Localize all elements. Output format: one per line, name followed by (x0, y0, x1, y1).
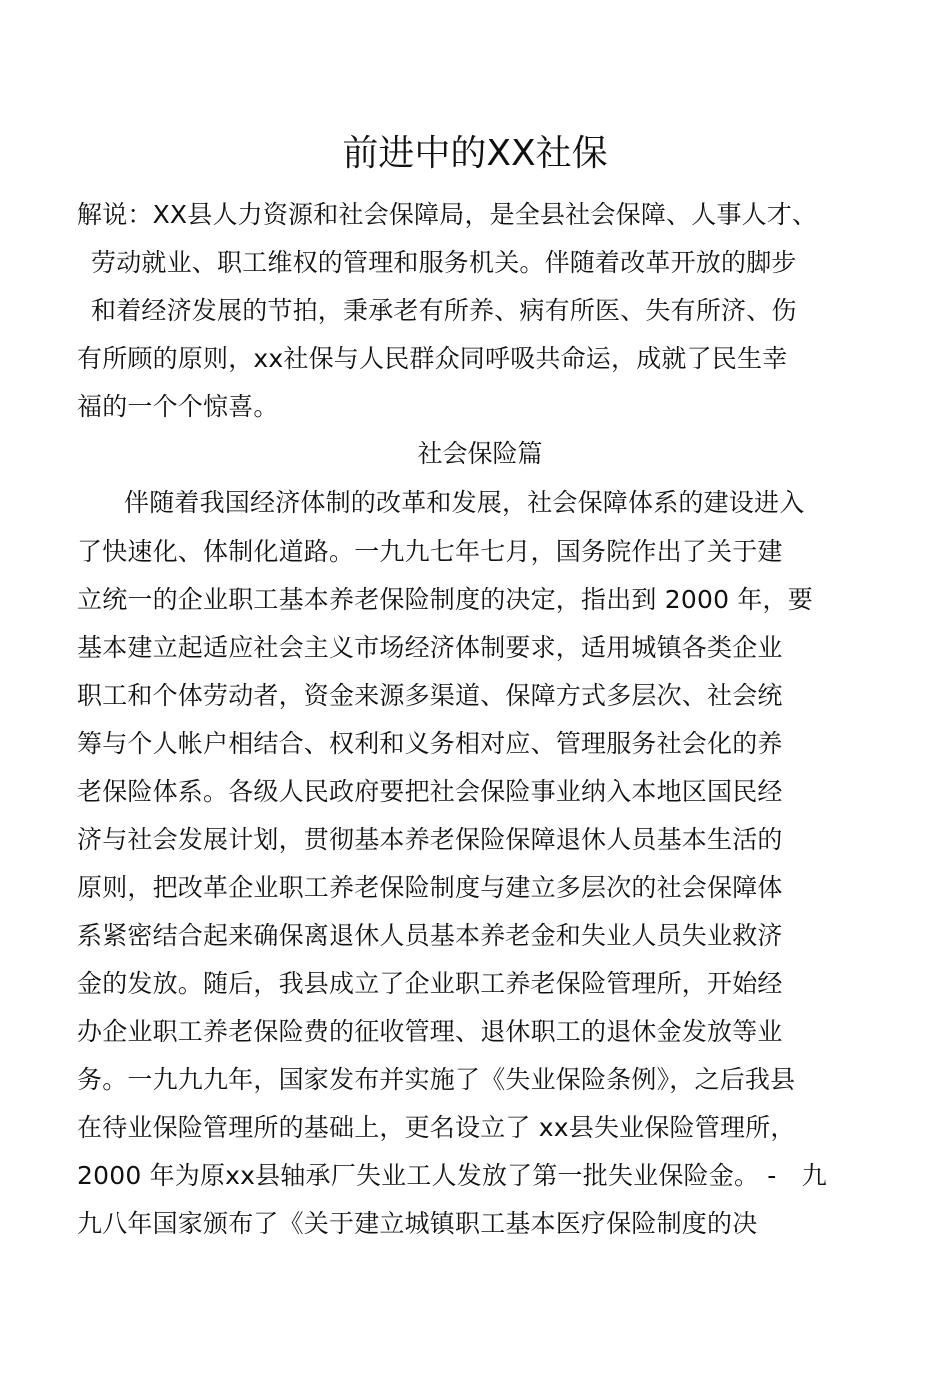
body-line: 职工和个体劳动者，资金来源多渠道、保障方式多层次、社会统 (77, 681, 783, 710)
section-heading: 社会保险篇 (417, 439, 543, 468)
body-line: 了快速化、体制化道路。一九九七年七月，国务院作出了关于建 (77, 537, 783, 566)
body-line: 在待业保险管理所的基础上，更名设立了 xx县失业保险管理所， (77, 1113, 796, 1142)
body-line: 系紧密结合起来确保离退休人员基本养老金和失业人员失业救济 (77, 921, 783, 950)
body-line: 2000 年为原xx县轴承厂失业工人发放了第一批失业保险金。 - 九 (77, 1161, 827, 1190)
body-line: 老保险体系。各级人民政府要把社会保险事业纳入本地区国民经 (77, 777, 783, 806)
intro-line: 有所顾的原则，xx社保与人民群众同呼吸共命运，成就了民生幸 (77, 344, 788, 373)
body-line: 原则，把改革企业职工养老保险制度与建立多层次的社会保障体 (77, 873, 783, 902)
body-line: 立统一的企业职工基本养老保险制度的决定，指出到 2000 年，要 (77, 585, 813, 614)
intro-line: 劳动就业、职工维权的管理和服务机关。伴随着改革开放的脚步 (91, 248, 797, 277)
intro-line: 解说：XX县人力资源和社会保障局，是全县社会保障、人事人才、 (77, 200, 818, 229)
body-line: 基本建立起适应社会主义市场经济体制要求，适用城镇各类企业 (77, 633, 783, 662)
body-line: 务。一九九九年，国家发布并实施了《失业保险条例》，之后我县 (77, 1065, 796, 1094)
body-line: 筹与个人帐户相结合、权利和义务相对应、管理服务社会化的养 (77, 729, 783, 758)
intro-line: 和着经济发展的节拍，秉承老有所养、病有所医、失有所济、伤 (91, 296, 797, 325)
body-line: 伴随着我国经济体制的改革和发展，社会保障体系的建设进入 (124, 488, 805, 517)
body-line: 济与社会发展计划，贯彻基本养老保险保障退休人员基本生活的 (77, 825, 783, 854)
body-line: 办企业职工养老保险费的征收管理、退休职工的退休金发放等业 (77, 1017, 783, 1046)
document-title: 前进中的XX社保 (342, 133, 608, 174)
body-line: 金的发放。随后，我县成立了企业职工养老保险管理所，开始经 (77, 969, 783, 998)
body-line: 九八年国家颁布了《关于建立城镇职工基本医疗保险制度的决 (77, 1209, 758, 1238)
intro-line: 福的一个个惊喜。 (77, 392, 279, 421)
